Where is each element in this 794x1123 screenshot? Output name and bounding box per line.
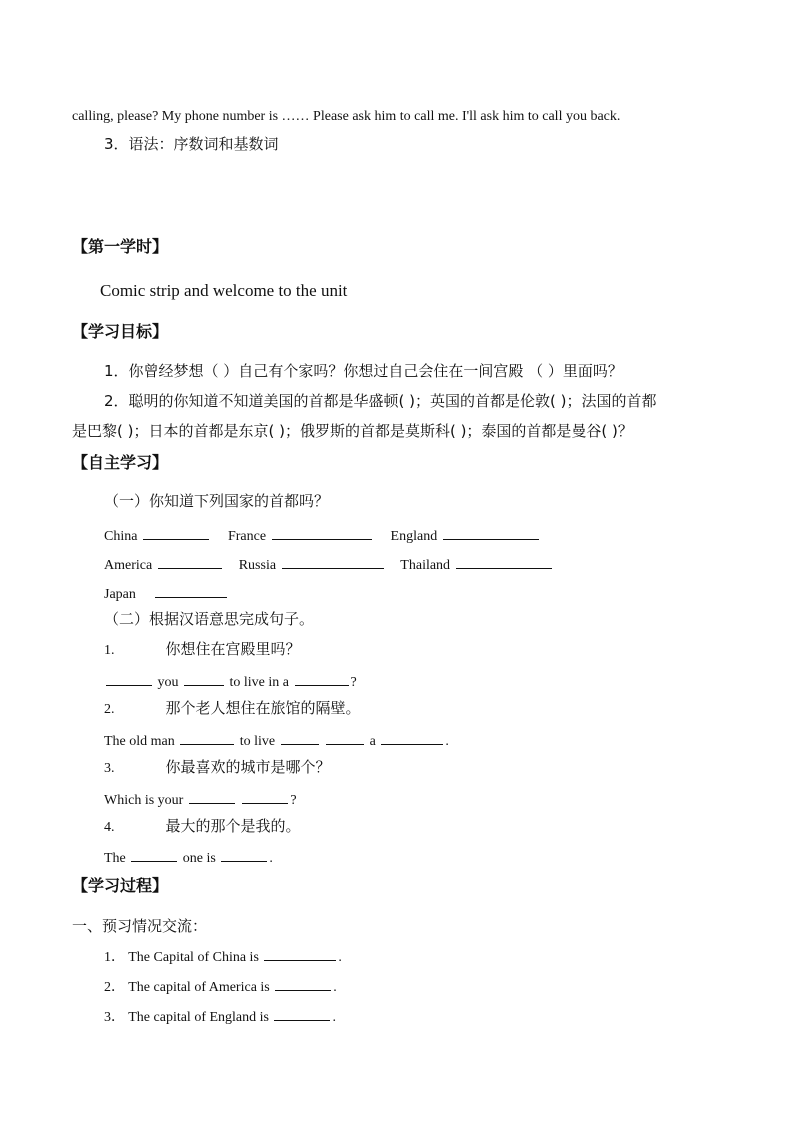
country-france: France (227, 529, 267, 544)
answer-blank[interactable] (158, 556, 222, 569)
goals-item-1: 1．你曾经梦想（ ）自己有个家吗？你想过自己会住在一间宫殿 （ ）里面吗？ (104, 362, 623, 380)
question-number: 3. (104, 761, 115, 776)
answer-text: The (104, 851, 126, 866)
question-chinese: 那个老人想住在旅馆的隔壁。 (165, 699, 361, 717)
process-part-1-title: 一、预习情况交流： (72, 917, 208, 935)
item-text: The capital of America is (128, 980, 270, 995)
question-2 (104, 701, 361, 717)
answer-4 (104, 849, 273, 866)
answer-text: Which is your (104, 793, 184, 808)
question-chinese: 你想住在宫殿里吗？ (165, 640, 301, 658)
capitals-row-1 (104, 527, 541, 544)
country-japan: Japan (104, 587, 136, 602)
answer-text: one is (182, 851, 216, 866)
answer-blank[interactable] (456, 556, 552, 569)
question-number: 1. (104, 643, 115, 658)
answer-text: you (157, 675, 179, 690)
item-number: 3． (104, 1010, 125, 1025)
answer-blank[interactable] (295, 673, 349, 686)
answer-blank[interactable] (281, 732, 319, 745)
answer-blank[interactable] (184, 673, 224, 686)
question-1 (104, 642, 301, 658)
answer-text: a (369, 734, 376, 749)
answer-punct: ? (290, 793, 297, 808)
self-study-heading: 【自主学习】 (72, 453, 169, 472)
question-chinese: 你最喜欢的城市是哪个？ (165, 758, 331, 776)
answer-blank[interactable] (131, 849, 177, 862)
country-thailand: Thailand (400, 558, 451, 573)
question-chinese: 最大的那个是我的。 (165, 817, 301, 835)
answer-2 (104, 732, 449, 749)
answer-blank[interactable] (155, 585, 227, 598)
answer-blank[interactable] (275, 978, 331, 991)
question-3 (104, 760, 331, 776)
answer-1 (104, 673, 357, 690)
process-item-1 (104, 948, 342, 965)
item-text: The Capital of China is (128, 950, 259, 965)
answer-text: The old man (104, 734, 175, 749)
item-number: 2． (104, 980, 125, 995)
question-number: 4. (104, 820, 115, 835)
answer-punct: ? (350, 675, 357, 690)
lesson-subtitle: Comic strip and welcome to the unit (100, 281, 348, 300)
answer-blank[interactable] (180, 732, 234, 745)
answer-text: to live in a (229, 675, 289, 690)
process-item-2 (104, 978, 337, 995)
item-punct: . (338, 950, 342, 965)
answer-blank[interactable] (143, 527, 209, 540)
answer-blank[interactable] (242, 791, 288, 804)
item-number: 1． (104, 950, 125, 965)
answer-blank[interactable] (282, 556, 384, 569)
goals-heading: 【学习目标】 (72, 322, 169, 341)
answer-blank[interactable] (443, 527, 539, 540)
country-china: China (104, 529, 138, 544)
lesson-heading: 【第一学时】 (72, 237, 169, 256)
goals-item-2-line-1: 2．聪明的你知道不知道美国的首都是华盛顿( )；英国的首都是伦敦( )；法国的首都 (104, 392, 657, 410)
answer-blank[interactable] (381, 732, 443, 745)
question-number: 2. (104, 702, 115, 717)
capitals-row-3 (104, 585, 229, 602)
answer-punct: . (269, 851, 273, 866)
process-heading: 【学习过程】 (72, 876, 169, 895)
answer-3 (104, 791, 297, 808)
item-text: The capital of England is (128, 1010, 269, 1025)
answer-blank[interactable] (221, 849, 267, 862)
capitals-row-2 (104, 556, 554, 573)
answer-blank[interactable] (274, 1008, 330, 1021)
question-4 (104, 819, 301, 835)
country-england: England (390, 529, 438, 544)
goals-item-2-line-2: 是巴黎( )；日本的首都是东京( )；俄罗斯的首都是莫斯科( )；泰国的首都是曼谷( )？ (72, 422, 633, 440)
answer-blank[interactable] (264, 948, 336, 961)
self-study-part-1-title: （一）你知道下列国家的首都吗？ (104, 492, 330, 510)
answer-blank[interactable] (106, 673, 152, 686)
country-russia: Russia (238, 558, 277, 573)
answer-blank[interactable] (189, 791, 235, 804)
item-punct: . (332, 1010, 336, 1025)
answer-text: to live (239, 734, 276, 749)
self-study-part-2-title: （二）根据汉语意思完成句子。 (104, 610, 315, 628)
answer-blank[interactable] (272, 527, 372, 540)
country-america: America (104, 558, 153, 573)
answer-blank[interactable] (326, 732, 364, 745)
intro-line-1: calling, please? My phone number is …… Please ask him to call me. I'll ask him to call you back. (72, 109, 621, 124)
answer-punct: . (445, 734, 449, 749)
process-item-3 (104, 1008, 336, 1025)
item-punct: . (333, 980, 337, 995)
intro-item-3: 3．语法：序数词和基数词 (104, 135, 279, 153)
